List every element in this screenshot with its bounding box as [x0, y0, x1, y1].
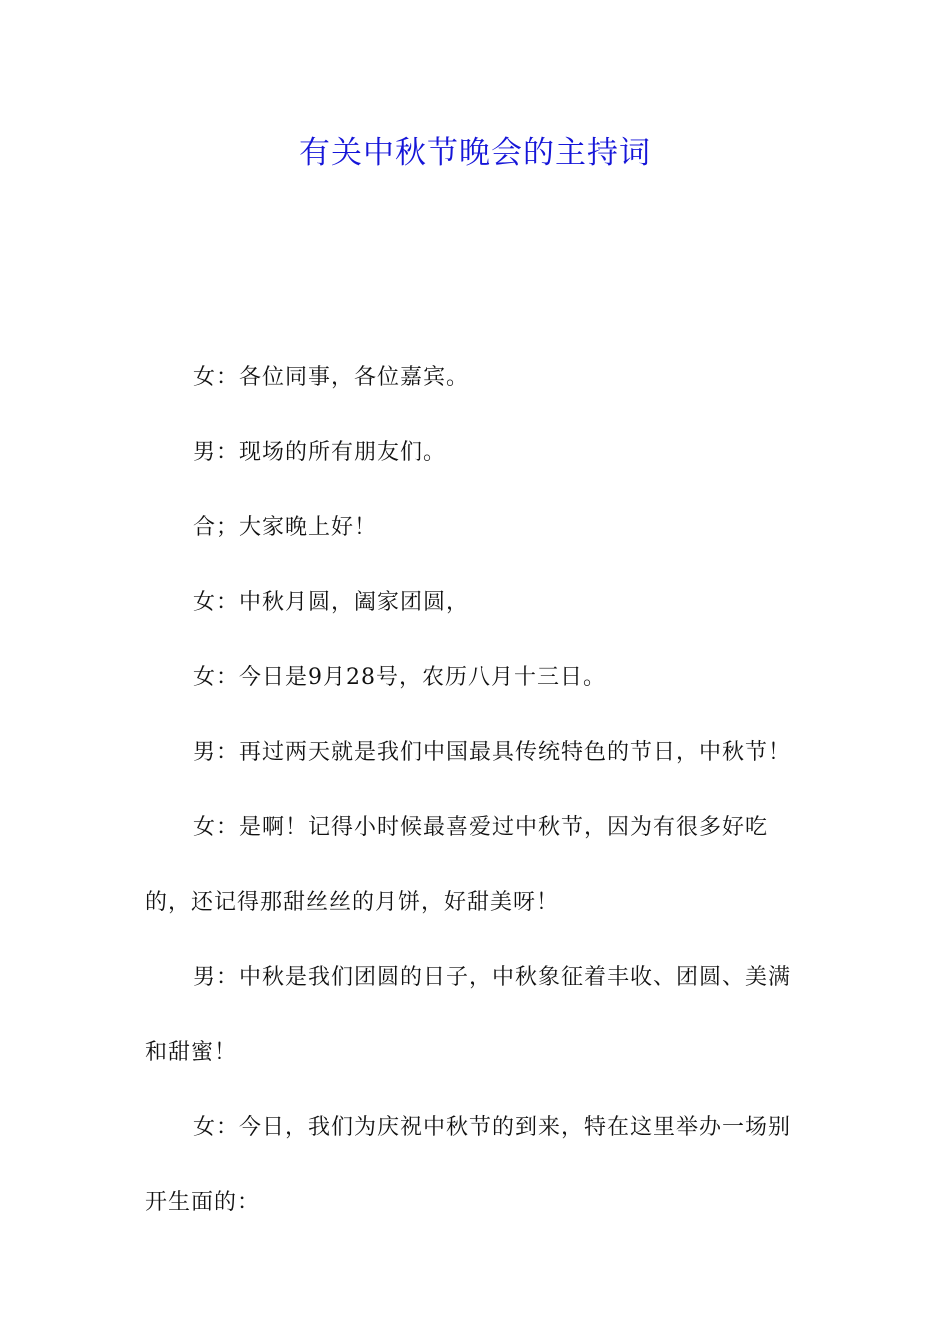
paragraph: 男：再过两天就是我们中国最具传统特色的节日，中秋节！ — [193, 740, 792, 765]
paragraph: 女：各位同事，各位嘉宾。 — [193, 365, 470, 390]
paragraph: 女：中秋月圆，阖家团圆， — [193, 590, 470, 615]
document-body — [145, 340, 805, 1240]
paragraph: 合；大家晚上好！ — [193, 515, 378, 540]
paragraph: 女：是啊！记得小时候最喜爱过中秋节，因为有很多好吃的，还记得那甜丝丝的月饼，好甜美呀！ — [145, 815, 769, 915]
paragraph: 女：今日是9月28号，农历八月十三日。 — [193, 665, 606, 690]
paragraph: 男：现场的所有朋友们。 — [193, 440, 447, 465]
paragraph: 男：中秋是我们团圆的日子，中秋象征着丰收、团圆、美满和甜蜜！ — [145, 965, 792, 1065]
document-title: 有关中秋节晚会的主持词 — [299, 135, 651, 171]
paragraph: 女：今日，我们为庆祝中秋节的到来，特在这里举办一场别开生面的： — [145, 1115, 792, 1215]
